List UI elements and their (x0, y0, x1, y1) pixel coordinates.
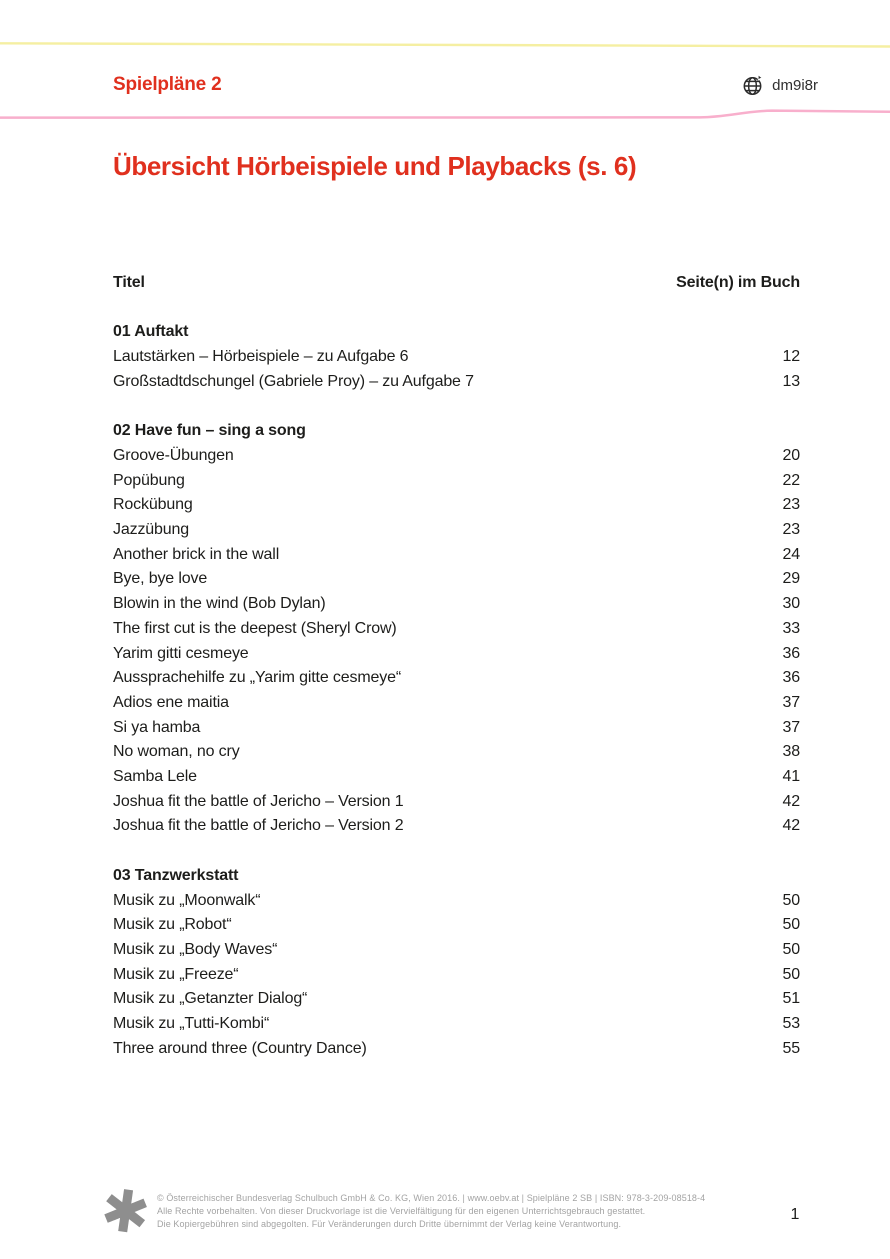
table-row (113, 716, 800, 741)
toc-table (113, 271, 800, 1061)
table-row (113, 790, 800, 815)
header-pink-rule (0, 0, 890, 130)
row-page: 53 (782, 1015, 800, 1033)
table-row (113, 1037, 800, 1062)
table-row (113, 543, 800, 568)
footer-line: © Österreichischer Bundesverlag Schulbuch GmbH & Co. KG, Wien 2016. | www.oebv.at | Spielpläne 2 SB | ISBN: 978-3-209-08518-4 (157, 1193, 706, 1203)
row-page: 23 (782, 521, 800, 538)
table-row (113, 617, 800, 642)
toc-body (113, 320, 800, 1061)
section-heading: 02 Have fun – sing a song (113, 422, 306, 440)
row-page: 41 (782, 768, 800, 786)
toc-section (113, 864, 800, 1062)
table-row (113, 345, 800, 370)
toc-section (113, 320, 800, 394)
table-row (113, 567, 800, 592)
table-row (113, 740, 800, 765)
brand-title: Spielpläne 2 (113, 74, 222, 95)
row-title: Musik zu „Tutti-Kombi“ (113, 1015, 270, 1033)
table-row (113, 469, 800, 494)
table-row (113, 666, 800, 691)
column-header-seiten: Seite(n) im Buch (676, 274, 800, 291)
section-heading: 01 Auftakt (113, 323, 189, 341)
page-number: 1 (790, 1206, 800, 1223)
table-row (113, 642, 800, 667)
row-page: 51 (782, 990, 800, 1008)
table-row (113, 370, 800, 395)
footer-line: Alle Rechte vorbehalten. Von dieser Druckvorlage ist die Vervielfältigung für den eigenen Unterrichtsgebrauch gestattet. (157, 1205, 646, 1216)
footer-line: Die Kopiergebühren sind abgegolten. Für Veränderungen durch Dritte übernimmt der Verlag keine Verantwortung. (157, 1218, 622, 1229)
table-row (113, 691, 800, 716)
row-title: Joshua fit the battle of Jericho – Version 1 (113, 792, 404, 810)
row-page: 36 (782, 644, 800, 662)
row-title: Another brick in the wall (113, 545, 280, 563)
row-title: Musik zu „Robot“ (113, 916, 232, 934)
row-title: No woman, no cry (113, 743, 240, 761)
table-row (113, 493, 800, 518)
footer-copyright (157, 1192, 705, 1231)
web-code (742, 74, 818, 97)
row-page: 12 (782, 348, 800, 366)
row-title: Bye, bye love (113, 570, 208, 588)
row-page: 55 (782, 1039, 800, 1057)
table-row (113, 765, 800, 790)
row-page: 37 (782, 718, 800, 736)
row-title: Samba Lele (113, 768, 197, 786)
row-title: Popübung (113, 471, 185, 489)
table-row (113, 889, 800, 914)
row-page: 37 (782, 693, 800, 711)
row-page: 50 (782, 940, 800, 958)
row-title: Musik zu „Freeze“ (113, 965, 239, 983)
row-title: Si ya hamba (113, 718, 201, 736)
table-row (113, 913, 800, 938)
row-page: 30 (782, 595, 800, 613)
row-page: 50 (782, 916, 800, 934)
row-page: 29 (782, 570, 800, 588)
page-title: Übersicht Hörbeispiele und Playbacks (s. 6) (113, 151, 637, 181)
row-title: Musik zu „Getanzter Dialog“ (113, 990, 308, 1008)
column-header-titel: Titel (113, 274, 145, 291)
table-row (113, 938, 800, 963)
row-title: Three around three (Country Dance) (113, 1039, 367, 1057)
oebv-asterisk-logo: ✱ (96, 1176, 154, 1248)
row-title: Groove-Übungen (113, 446, 234, 464)
row-title: Blowin in the wind (Bob Dylan) (113, 595, 326, 613)
row-page: 42 (782, 817, 800, 835)
row-page: 38 (782, 743, 800, 761)
row-title: Jazzübung (113, 521, 190, 538)
section-heading: 03 Tanzwerkstatt (113, 866, 239, 884)
web-code-text: dm9i8r (772, 77, 818, 94)
row-title: Großstadtdschungel (Gabriele Proy) – zu Aufgabe 7 (113, 372, 474, 390)
table-row (113, 963, 800, 988)
row-page: 50 (782, 965, 800, 983)
table-row (113, 814, 800, 839)
row-title: The first cut is the deepest (Sheryl Crow) (113, 619, 397, 637)
row-page: 24 (782, 545, 800, 563)
top-yellow-rule (0, 0, 890, 60)
table-row (113, 987, 800, 1012)
row-title: Rockübung (113, 496, 193, 514)
table-row (113, 444, 800, 469)
row-page: 20 (782, 446, 800, 464)
table-row (113, 592, 800, 617)
table-row (113, 518, 800, 543)
row-title: Joshua fit the battle of Jericho – Version 2 (113, 817, 404, 835)
row-page: 42 (782, 792, 800, 810)
row-page: 22 (782, 471, 800, 489)
row-page: 36 (782, 669, 800, 687)
row-title: Adios ene maitia (113, 693, 229, 711)
row-page: 50 (782, 891, 800, 909)
row-title: Yarim gitti cesmeye (113, 644, 249, 662)
row-page: 13 (782, 372, 800, 390)
toc-header-row (113, 271, 800, 296)
row-title: Lautstärken – Hörbeispiele – zu Aufgabe 6 (113, 348, 409, 366)
row-title: Aussprachehilfe zu „Yarim gitte cesmeye“ (113, 669, 402, 687)
globe-cursor-icon (742, 74, 765, 97)
row-page: 33 (782, 619, 800, 637)
row-page: 23 (782, 496, 800, 514)
row-title: Musik zu „Moonwalk“ (113, 891, 261, 909)
table-row (113, 1012, 800, 1037)
toc-section (113, 419, 800, 839)
row-title: Musik zu „Body Waves“ (113, 940, 278, 958)
